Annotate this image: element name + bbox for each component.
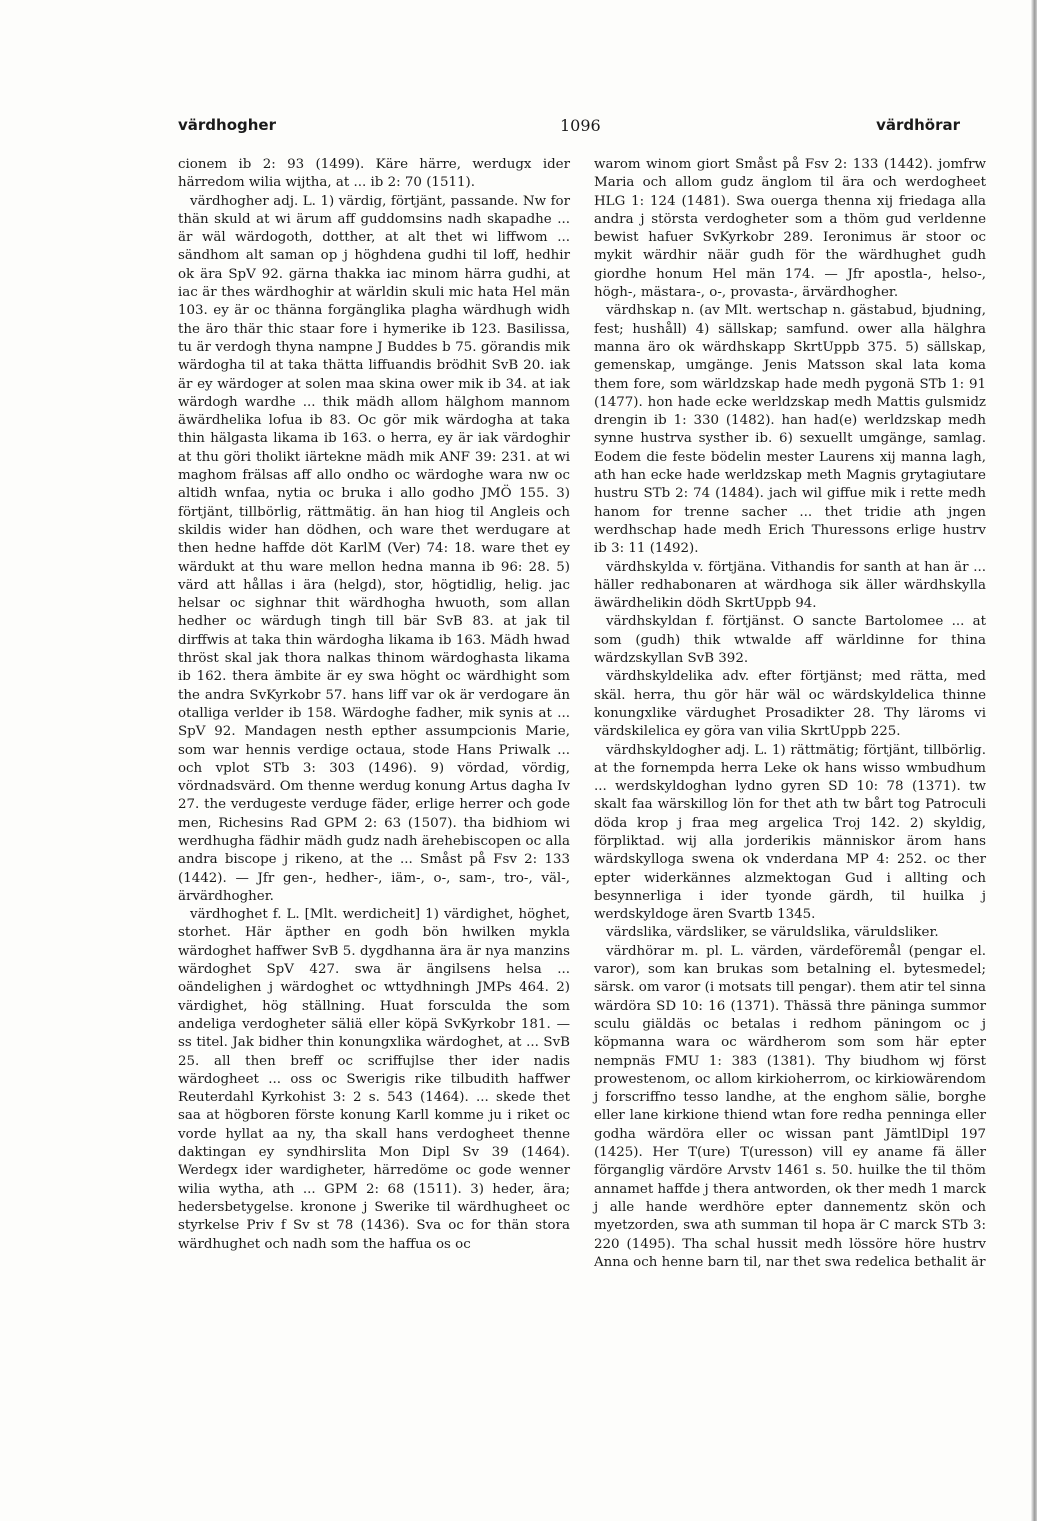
entry-vardhorar: värdhörar m. pl. L. värden, värdeföremål (pengar el. varor), som kan brukas som betalning el. bytesmedel; särsk. om varor (i motsats till pengar). them atir tel sinna wärdöra SD 10: 16 (1371). Thässä thre päninga summor sculu giäldäs oc betalas i redhom päningom oc j köpmanna wara oc wärdherom som som här epter nempnäs FMU 1: 383 (1381). Thy biudhom wj först prowestenom, oc allom kirkioherrom, oc kirkiowärendom j forscriffno tesso landhe, at the enghom sälie, borghe eller lane kirkione thiend wtan fore redha penninga eller godha wärdöra eller oc wissan pant JämtlDipl 197 (1425). Her T(ure) T(uresson) vill ey aname fä äller förganglig värdöre Arvstv 1461 s. 50. huilke the til thöm annamet haffde j thera antworden, ok ther medh 1 marck j alle hande werdhöre epter dannementz skön och myetzorden, swa ath summan til hopa är C marck STb 3: 220 (1495). Tha schal hussit medh lössöre höre hustrv Anna och henne barn til, nar thet swa redelica bethalit är bbox=[594, 943, 986, 1270]
entry-vardhskyldelika: värdhskyldelika adv. efter förtjänst; med rätta, med skäl. herra, thu gör här wäl oc wärdskyldelica thinne konungxlike värdughet Prosadikter 28. Thy läroms vi värdskilelica ey göra van vilia SkrtUppb 225. bbox=[594, 669, 986, 740]
entry-vardslika: värdslika, värdsliker, se väruldslika, väruldsliker. bbox=[606, 925, 939, 941]
entry-vardhskyldan: värdhskyldan f. förtjänst. O sancte Bartolomee ... at som (gudh) thik wtwalde aff wärldinne for thina wärdzskyllan SvB 392. bbox=[594, 614, 986, 667]
entry-vardhskylda: värdhskylda v. förtjäna. Vithandis for santh at han är ... häller redhabonaren at wärdhoga sik äller wärdhskylla äwärdhelikin dödh SkrtUppb 94. bbox=[594, 559, 986, 612]
entry-vardhoghet: värdhoghet f. L. [Mlt. werdicheit] 1) värdighet, höghet, storhet. Här äpther en godh bön hwilken mykla wärdoghet haffwer SvB 5. dygdhanna ära är nya manzins wärdoghet SpV 427. swa är ängilsens helsa ... oändelighen j wärdoghet oc wttydhningh JMPs 464. 2) värdighet, hög ställning. Huat forsculda the som andeliga verdogheter säliä eller köpä SvKyrkobr 181. — ss titel. Jak bidher thin konungxlika wärdoghet, at ... SvB 25. all then breff oc scriffujlse ther ider nadis wärdogheet ... oss oc Swerigis rike tilbudith haffwer Reuterdahl Kyrkohist 3: 2 s. 543 (1464). ... skede thet saa at högboren förste konung Karll komme ju i riket oc vorde hyllat aa ny, tha skall hans verdogheet thenne daktingan ey syndhirslita Mon Dipl Sv 39 (1464). Werdegx ider wardigheter, härredöme oc gode wenner wilia wytha, ath ... GPM 2: 68 (1511). 3) heder, ära; hedersbetygelse. kronone j Swerike til wärdhugheet oc styrkelse Priv f Sv st 78 (1436). Sva oc for thän stora wärdhughet och nadh som the haffua os oc bbox=[178, 907, 570, 1252]
entry-vardhskyldogher: värdhskyldogher adj. L. 1) rättmätig; förtjänt, tillbörlig. at the fornempda herra Leke ok hans wisso wmbudhum ... werdskyldoghan lydno gyren SD 10: 78 (1371). tw skalt faa wärskillog lön for thet ath tw bårt tog Patroculi döda krop j fraa meg argelica Troj 142. 2) skyldig, förpliktad. wij alla jorderikis människor ärom hans wärdskylloga swena ok vnderdana MP 4: 252. oc ther epter widerkännes alzmektogan Gud i allting och besynnerliga i ider tyonde gärdh, til huilka j werdskyldoge ären Svartb 1345. bbox=[594, 742, 986, 923]
running-header bbox=[178, 116, 960, 138]
entry-vardhskap: värdhskap n. (av Mlt. wertschap n. gästabud, bjudning, fest; hushåll) 4) sällskap; samfund. ower alla hälghra manna äro ok wärdhskapp SkrtUppb 375. 5) sällskap, gemenskap, umgänge. Jenis Matsson skal lata koma them fore, som wärldzskap hade medh pygonä STb 1: 91 (1477). hon hade ecke werldzskap medh Mattis gulsmidz drengin ib 1: 330 (1482). han had(e) werldzskap medh synne hustrva systher ib. 6) sexuellt umgänge, samlag. Eodem die feste bödelin mester Laurens xij manna lagh, ath han ecke hade werldzskap meth Magnis grytagiutare hustru STb 2: 74 (1484). jach wil giffue mik i rette medh hanom for trenne sacher ... thet tridie ath jngen werdhschap hade medh Erich Thuressons erlige hustrv ib 3: 11 (1492). bbox=[594, 303, 986, 557]
entry-continuation: cionem ib 2: 93 (1499). Käre härre, werdugx ider härredom wilia wijtha, at ... ib 2: 70 (1511). bbox=[178, 157, 570, 191]
left-column bbox=[178, 156, 570, 1254]
header-left-headword: värdhogher bbox=[178, 116, 277, 134]
entry-continuation: warom winom giort Småst på Fsv 2: 133 (1442). jomfrw Maria och allom gudz änglom til ära och werdogheet HLG 1: 124 (1481). Swa ouerga thenna xij friedaga alla andra j största verdogheter som a thöm gud verldenne bewist hafuer SvKyrkobr 289. Ieronimus är stoor oc mykit wärdhir näär gudh för the wärdhughet gudh giordhe honum Hel män 174. — Jfr apostla-, helso-, högh-, mästara-, o-, provasta-, ärvärdhogher. bbox=[594, 157, 986, 301]
page-number: 1096 bbox=[560, 116, 601, 135]
right-column bbox=[594, 156, 986, 1272]
header-right-headword: värdhörar bbox=[876, 116, 960, 134]
page-edge-shadow bbox=[1031, 0, 1037, 1521]
entry-vardhogher: värdhogher adj. L. 1) värdig, förtjänt, passande. Nw for thän skuld at wi ärum aff guddomsins nadh skapadhe ... är wäl wärdogoth, dotther, at alt thet wi liffwom ... sändhom alt saman op j höghdena gudhi til loff, hedhir ok ära SpV 92. gärna thakka iac minom härra gudhi, at iac är thes wärdhoghir at wärldin skuli mic hata Hel män 103. ey är oc thänna forgänglika plagha wärdhugh widh the äro thär thic staar fore i hymerike ib 123. Basilissa, tu är verdogh thyna nampne J Buddes b 75. görandis mik wärdogha til at taka thätta liffuandis brödhit SvB 20. iak är ey wärdoger at solen maa skina ower mik ib 34. at iak wärdogh wardhe ... thik mädh allom hälghom mannom äwärdhelika lofua ib 83. Oc gör mik wärdogha at taka thin hälgasta likama ib 163. o herra, ey är iak värdoghir at thu göri tholikt iärtekne mädh mik ANF 39: 231. at wi maghom frälsas aff allo ondho oc wärdoghe wara nw oc altidh wnfaa, nytia oc bruka i allo godho JMÖ 155. 3) förtjänt, tillbörlig, rättmätig. än han hiog til Angleis och skildis wider han dödhen, och ware thet werdugare at then hedne haffde döt KarlM (Ver) 74: 18. ware thet ey wärdukt at thu ware mellon hedna manna ib 96: 28. 5) värd att hållas i ära (helgd), stor, högtidlig, helig. jac helsar oc sighnar thit wärdhogha hwuoth, som allan hedher oc wärdugh tingh till bär SvB 83. at jak til dirffwis at taka thin wärdogha likama ib 163. Mädh hwad thröst skal jak thora nalkas thinom wärdoghasta likama ib 162. thera ämbite är ey swa höght oc wärdhight som the andra SvKyrkobr 57. hans liff var ok är verdogare än otalliga verlder ib 158. Wärdoghe fadher, mik synis at ... SpV 92. Mandagen nesth epther assumpcionis Marie, som war hennis verdige octaua, stode Hans Priwalk ... och vplot STb 3: 303 (1496). 9) vördad, vördig, vördnadsvärd. Om thenne werdug konung Artus dagha Iv 27. the verdugeste verduge fäder, erlige herrer och gode men, Richesins Rad GPM 2: 63 (1507). tha bidhiom wi werdhugha fädhir mädh gudz nadh ärehebiscopen oc alla andra biscope j rikeno, at the ... Småst på Fsv 2: 133 (1442). — Jfr gen-, hedher-, iäm-, o-, sam-, tro-, väl-, ärvärdhogher. bbox=[178, 193, 570, 904]
